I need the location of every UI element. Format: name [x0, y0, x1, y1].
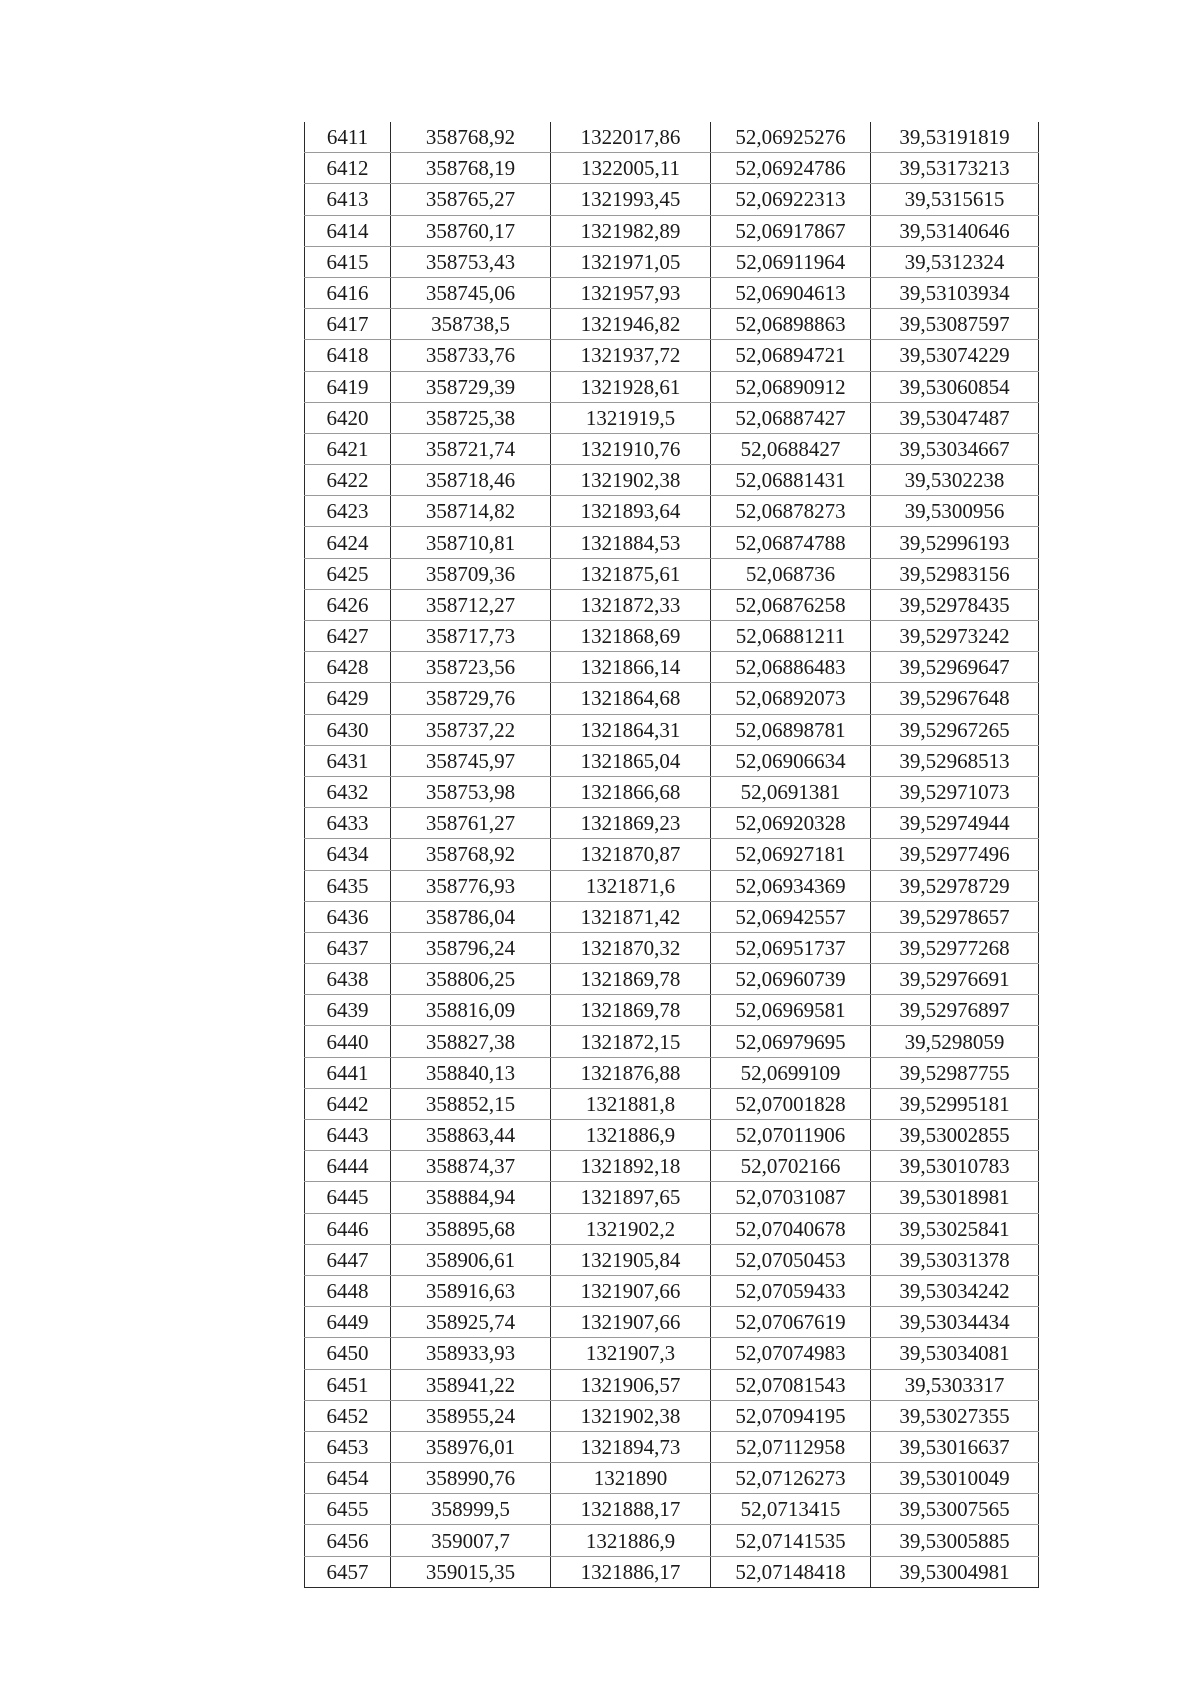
cell-coord-x: 358745,97 [391, 745, 551, 776]
table-row [305, 870, 1039, 901]
cell-point-number: 6431 [305, 745, 391, 776]
cell-point-number: 6444 [305, 1151, 391, 1182]
cell-coord-y: 1321884,53 [551, 527, 711, 558]
cell-longitude: 39,53031378 [871, 1244, 1039, 1275]
cell-point-number: 6456 [305, 1525, 391, 1556]
cell-coord-y: 1321957,93 [551, 277, 711, 308]
cell-longitude: 39,52967265 [871, 714, 1039, 745]
cell-longitude: 39,52995181 [871, 1088, 1039, 1119]
cell-coord-x: 358863,44 [391, 1120, 551, 1151]
cell-longitude: 39,53027355 [871, 1400, 1039, 1431]
cell-coord-y: 1321869,23 [551, 808, 711, 839]
cell-point-number: 6438 [305, 964, 391, 995]
cell-longitude: 39,52977268 [871, 932, 1039, 963]
table-row [305, 433, 1039, 464]
table-row [305, 964, 1039, 995]
table-row [305, 1400, 1039, 1431]
table-row [305, 589, 1039, 620]
cell-longitude: 39,52973242 [871, 621, 1039, 652]
cell-coord-y: 1321928,61 [551, 371, 711, 402]
table-row [305, 1525, 1039, 1556]
cell-latitude: 52,0699109 [711, 1057, 871, 1088]
cell-coord-y: 1321865,04 [551, 745, 711, 776]
cell-latitude: 52,07001828 [711, 1088, 871, 1119]
table-row [305, 1213, 1039, 1244]
cell-longitude: 39,53005885 [871, 1525, 1039, 1556]
cell-coord-y: 1321870,32 [551, 932, 711, 963]
cell-latitude: 52,06920328 [711, 808, 871, 839]
cell-longitude: 39,52968513 [871, 745, 1039, 776]
cell-longitude: 39,52969647 [871, 652, 1039, 683]
cell-longitude: 39,52978729 [871, 870, 1039, 901]
cell-point-number: 6416 [305, 277, 391, 308]
cell-latitude: 52,07074983 [711, 1338, 871, 1369]
cell-point-number: 6441 [305, 1057, 391, 1088]
cell-longitude: 39,53191819 [871, 122, 1039, 153]
cell-longitude: 39,52971073 [871, 776, 1039, 807]
cell-coord-y: 1321892,18 [551, 1151, 711, 1182]
coordinates-table [304, 122, 1039, 1588]
table-row [305, 1494, 1039, 1525]
cell-coord-y: 1321937,72 [551, 340, 711, 371]
cell-longitude: 39,52977496 [871, 839, 1039, 870]
cell-longitude: 39,53002855 [871, 1120, 1039, 1151]
cell-point-number: 6420 [305, 402, 391, 433]
cell-coord-x: 358976,01 [391, 1431, 551, 1462]
cell-longitude: 39,52987755 [871, 1057, 1039, 1088]
cell-latitude: 52,07094195 [711, 1400, 871, 1431]
cell-coord-y: 1321872,15 [551, 1026, 711, 1057]
cell-coord-x: 358895,68 [391, 1213, 551, 1244]
cell-latitude: 52,06927181 [711, 839, 871, 870]
table-row [305, 1088, 1039, 1119]
cell-longitude: 39,53025841 [871, 1213, 1039, 1244]
cell-point-number: 6442 [305, 1088, 391, 1119]
cell-coord-y: 1321866,68 [551, 776, 711, 807]
cell-coord-y: 1321868,69 [551, 621, 711, 652]
cell-coord-y: 1321881,8 [551, 1088, 711, 1119]
table-row [305, 371, 1039, 402]
cell-coord-y: 1321888,17 [551, 1494, 711, 1525]
cell-coord-y: 1321886,9 [551, 1525, 711, 1556]
cell-coord-x: 358753,43 [391, 246, 551, 277]
cell-longitude: 39,53140646 [871, 215, 1039, 246]
cell-coord-y: 1321910,76 [551, 433, 711, 464]
cell-latitude: 52,06960739 [711, 964, 871, 995]
cell-latitude: 52,07112958 [711, 1431, 871, 1462]
cell-longitude: 39,52974944 [871, 808, 1039, 839]
cell-latitude: 52,07011906 [711, 1120, 871, 1151]
table-row [305, 1338, 1039, 1369]
cell-longitude: 39,53010783 [871, 1151, 1039, 1182]
cell-coord-x: 358738,5 [391, 309, 551, 340]
cell-coord-x: 358725,38 [391, 402, 551, 433]
cell-latitude: 52,0688427 [711, 433, 871, 464]
cell-latitude: 52,06876258 [711, 589, 871, 620]
cell-coord-x: 358723,56 [391, 652, 551, 683]
cell-latitude: 52,07148418 [711, 1556, 871, 1587]
cell-latitude: 52,06890912 [711, 371, 871, 402]
cell-longitude: 39,53173213 [871, 153, 1039, 184]
cell-coord-y: 1321876,88 [551, 1057, 711, 1088]
cell-latitude: 52,06942557 [711, 901, 871, 932]
cell-coord-y: 1321864,68 [551, 683, 711, 714]
cell-longitude: 39,53034242 [871, 1275, 1039, 1306]
cell-point-number: 6445 [305, 1182, 391, 1213]
cell-coord-x: 358999,5 [391, 1494, 551, 1525]
cell-latitude: 52,06894721 [711, 340, 871, 371]
cell-coord-x: 358816,09 [391, 995, 551, 1026]
cell-coord-x: 358709,36 [391, 558, 551, 589]
cell-point-number: 6448 [305, 1275, 391, 1306]
cell-point-number: 6437 [305, 932, 391, 963]
cell-coord-x: 358933,93 [391, 1338, 551, 1369]
cell-latitude: 52,07067619 [711, 1307, 871, 1338]
cell-point-number: 6428 [305, 652, 391, 683]
cell-coord-x: 358906,61 [391, 1244, 551, 1275]
cell-latitude: 52,07031087 [711, 1182, 871, 1213]
cell-coord-x: 358710,81 [391, 527, 551, 558]
cell-latitude: 52,068736 [711, 558, 871, 589]
table-row [305, 1307, 1039, 1338]
cell-point-number: 6419 [305, 371, 391, 402]
table-row [305, 527, 1039, 558]
table-row [305, 1182, 1039, 1213]
cell-latitude: 52,07081543 [711, 1369, 871, 1400]
cell-point-number: 6421 [305, 433, 391, 464]
cell-latitude: 52,06911964 [711, 246, 871, 277]
cell-latitude: 52,06934369 [711, 870, 871, 901]
cell-coord-y: 1321872,33 [551, 589, 711, 620]
cell-coord-y: 1321875,61 [551, 558, 711, 589]
cell-coord-y: 1321993,45 [551, 184, 711, 215]
cell-coord-x: 358760,17 [391, 215, 551, 246]
cell-longitude: 39,53010049 [871, 1463, 1039, 1494]
cell-coord-x: 358941,22 [391, 1369, 551, 1400]
cell-longitude: 39,52976897 [871, 995, 1039, 1026]
cell-coord-y: 1321905,84 [551, 1244, 711, 1275]
cell-coord-x: 359015,35 [391, 1556, 551, 1587]
cell-coord-x: 358712,27 [391, 589, 551, 620]
cell-point-number: 6433 [305, 808, 391, 839]
cell-longitude: 39,5300956 [871, 496, 1039, 527]
cell-latitude: 52,06898781 [711, 714, 871, 745]
cell-point-number: 6435 [305, 870, 391, 901]
cell-coord-x: 358768,92 [391, 122, 551, 153]
cell-coord-y: 1321971,05 [551, 246, 711, 277]
cell-coord-y: 1321890 [551, 1463, 711, 1494]
cell-longitude: 39,5312324 [871, 246, 1039, 277]
cell-point-number: 6457 [305, 1556, 391, 1587]
cell-coord-y: 1321864,31 [551, 714, 711, 745]
cell-coord-y: 1321897,65 [551, 1182, 711, 1213]
table-row [305, 1431, 1039, 1462]
table-row [305, 714, 1039, 745]
cell-coord-x: 358765,27 [391, 184, 551, 215]
cell-point-number: 6451 [305, 1369, 391, 1400]
cell-latitude: 52,06922313 [711, 184, 871, 215]
cell-coord-y: 1321902,38 [551, 1400, 711, 1431]
cell-longitude: 39,53004981 [871, 1556, 1039, 1587]
table-row [305, 153, 1039, 184]
cell-latitude: 52,06969581 [711, 995, 871, 1026]
cell-coord-y: 1321907,3 [551, 1338, 711, 1369]
cell-latitude: 52,0713415 [711, 1494, 871, 1525]
table-row [305, 246, 1039, 277]
cell-coord-x: 358733,76 [391, 340, 551, 371]
table-row [305, 1244, 1039, 1275]
cell-coord-y: 1321870,87 [551, 839, 711, 870]
cell-point-number: 6447 [305, 1244, 391, 1275]
cell-coord-x: 358761,27 [391, 808, 551, 839]
cell-point-number: 6439 [305, 995, 391, 1026]
cell-coord-x: 358916,63 [391, 1275, 551, 1306]
cell-point-number: 6418 [305, 340, 391, 371]
cell-longitude: 39,52978435 [871, 589, 1039, 620]
cell-coord-y: 1321894,73 [551, 1431, 711, 1462]
cell-point-number: 6423 [305, 496, 391, 527]
cell-coord-y: 1321902,2 [551, 1213, 711, 1244]
cell-coord-x: 358786,04 [391, 901, 551, 932]
cell-point-number: 6422 [305, 465, 391, 496]
cell-point-number: 6415 [305, 246, 391, 277]
cell-latitude: 52,06886483 [711, 652, 871, 683]
cell-point-number: 6452 [305, 1400, 391, 1431]
cell-longitude: 39,53018981 [871, 1182, 1039, 1213]
cell-coord-y: 1321869,78 [551, 964, 711, 995]
cell-latitude: 52,06878273 [711, 496, 871, 527]
cell-latitude: 52,06892073 [711, 683, 871, 714]
table-row [305, 122, 1039, 153]
cell-latitude: 52,06925276 [711, 122, 871, 153]
table-row [305, 1275, 1039, 1306]
table-row [305, 932, 1039, 963]
cell-coord-y: 1321902,38 [551, 465, 711, 496]
cell-latitude: 52,0691381 [711, 776, 871, 807]
cell-coord-x: 358840,13 [391, 1057, 551, 1088]
cell-longitude: 39,5315615 [871, 184, 1039, 215]
cell-point-number: 6443 [305, 1120, 391, 1151]
cell-point-number: 6449 [305, 1307, 391, 1338]
table-row [305, 839, 1039, 870]
table-row [305, 558, 1039, 589]
cell-point-number: 6426 [305, 589, 391, 620]
table-row [305, 215, 1039, 246]
table-row [305, 1463, 1039, 1494]
cell-latitude: 52,06887427 [711, 402, 871, 433]
cell-longitude: 39,53034081 [871, 1338, 1039, 1369]
cell-longitude: 39,53016637 [871, 1431, 1039, 1462]
cell-latitude: 52,06924786 [711, 153, 871, 184]
table-row [305, 995, 1039, 1026]
cell-latitude: 52,06951737 [711, 932, 871, 963]
table-row [305, 1151, 1039, 1182]
cell-coord-x: 358796,24 [391, 932, 551, 963]
table-row [305, 465, 1039, 496]
cell-latitude: 52,06881431 [711, 465, 871, 496]
cell-longitude: 39,5303317 [871, 1369, 1039, 1400]
cell-coord-y: 1321907,66 [551, 1275, 711, 1306]
cell-coord-y: 1321919,5 [551, 402, 711, 433]
cell-latitude: 52,06979695 [711, 1026, 871, 1057]
cell-coord-x: 358729,39 [391, 371, 551, 402]
cell-coord-x: 358717,73 [391, 621, 551, 652]
table-row [305, 652, 1039, 683]
cell-coord-x: 358874,37 [391, 1151, 551, 1182]
cell-coord-y: 1321886,9 [551, 1120, 711, 1151]
table-row [305, 776, 1039, 807]
cell-coord-x: 358753,98 [391, 776, 551, 807]
cell-longitude: 39,52978657 [871, 901, 1039, 932]
cell-coord-y: 1321866,14 [551, 652, 711, 683]
cell-coord-x: 358718,46 [391, 465, 551, 496]
cell-coord-x: 358768,19 [391, 153, 551, 184]
cell-longitude: 39,53034667 [871, 433, 1039, 464]
cell-coord-x: 358768,92 [391, 839, 551, 870]
cell-coord-x: 358990,76 [391, 1463, 551, 1494]
table-row [305, 309, 1039, 340]
cell-point-number: 6455 [305, 1494, 391, 1525]
cell-point-number: 6413 [305, 184, 391, 215]
cell-coord-x: 358745,06 [391, 277, 551, 308]
cell-latitude: 52,06904613 [711, 277, 871, 308]
cell-point-number: 6429 [305, 683, 391, 714]
cell-point-number: 6434 [305, 839, 391, 870]
table-row [305, 1369, 1039, 1400]
cell-coord-x: 358827,38 [391, 1026, 551, 1057]
cell-point-number: 6453 [305, 1431, 391, 1462]
cell-coord-y: 1321886,17 [551, 1556, 711, 1587]
cell-coord-y: 1321871,42 [551, 901, 711, 932]
cell-coord-y: 1321907,66 [551, 1307, 711, 1338]
cell-longitude: 39,5302238 [871, 465, 1039, 496]
cell-latitude: 52,0702166 [711, 1151, 871, 1182]
table-row [305, 1026, 1039, 1057]
cell-coord-y: 1322005,11 [551, 153, 711, 184]
cell-coord-x: 358721,74 [391, 433, 551, 464]
cell-point-number: 6417 [305, 309, 391, 340]
table-row [305, 1057, 1039, 1088]
cell-latitude: 52,07126273 [711, 1463, 871, 1494]
cell-latitude: 52,06898863 [711, 309, 871, 340]
cell-coord-x: 358852,15 [391, 1088, 551, 1119]
cell-latitude: 52,06881211 [711, 621, 871, 652]
cell-coord-y: 1321982,89 [551, 215, 711, 246]
cell-coord-x: 358955,24 [391, 1400, 551, 1431]
cell-point-number: 6411 [305, 122, 391, 153]
cell-point-number: 6414 [305, 215, 391, 246]
cell-coord-x: 359007,7 [391, 1525, 551, 1556]
cell-coord-x: 358714,82 [391, 496, 551, 527]
cell-point-number: 6412 [305, 153, 391, 184]
cell-point-number: 6427 [305, 621, 391, 652]
table-row [305, 808, 1039, 839]
cell-point-number: 6446 [305, 1213, 391, 1244]
cell-longitude: 39,52976691 [871, 964, 1039, 995]
cell-point-number: 6424 [305, 527, 391, 558]
cell-longitude: 39,52967648 [871, 683, 1039, 714]
cell-longitude: 39,53047487 [871, 402, 1039, 433]
cell-point-number: 6450 [305, 1338, 391, 1369]
cell-coord-y: 1321893,64 [551, 496, 711, 527]
cell-longitude: 39,52996193 [871, 527, 1039, 558]
cell-point-number: 6454 [305, 1463, 391, 1494]
cell-coord-y: 1321906,57 [551, 1369, 711, 1400]
coordinates-table-body [305, 122, 1039, 1587]
cell-coord-y: 1321869,78 [551, 995, 711, 1026]
cell-latitude: 52,06917867 [711, 215, 871, 246]
table-row [305, 1556, 1039, 1587]
cell-coord-x: 358729,76 [391, 683, 551, 714]
cell-coord-x: 358737,22 [391, 714, 551, 745]
cell-latitude: 52,06906634 [711, 745, 871, 776]
cell-latitude: 52,07059433 [711, 1275, 871, 1306]
table-row [305, 745, 1039, 776]
cell-longitude: 39,5298059 [871, 1026, 1039, 1057]
cell-longitude: 39,53007565 [871, 1494, 1039, 1525]
table-row [305, 496, 1039, 527]
cell-longitude: 39,53103934 [871, 277, 1039, 308]
cell-coord-y: 1321871,6 [551, 870, 711, 901]
cell-coord-y: 1322017,86 [551, 122, 711, 153]
cell-point-number: 6432 [305, 776, 391, 807]
cell-longitude: 39,53074229 [871, 340, 1039, 371]
cell-point-number: 6425 [305, 558, 391, 589]
cell-coord-x: 358776,93 [391, 870, 551, 901]
cell-longitude: 39,53034434 [871, 1307, 1039, 1338]
table-row [305, 683, 1039, 714]
table-row [305, 901, 1039, 932]
cell-longitude: 39,53087597 [871, 309, 1039, 340]
table-row [305, 402, 1039, 433]
cell-coord-y: 1321946,82 [551, 309, 711, 340]
cell-point-number: 6440 [305, 1026, 391, 1057]
cell-longitude: 39,52983156 [871, 558, 1039, 589]
cell-latitude: 52,07141535 [711, 1525, 871, 1556]
cell-coord-x: 358806,25 [391, 964, 551, 995]
table-row [305, 621, 1039, 652]
table-row [305, 1120, 1039, 1151]
table-row [305, 340, 1039, 371]
table-row [305, 277, 1039, 308]
table-row [305, 184, 1039, 215]
cell-latitude: 52,06874788 [711, 527, 871, 558]
cell-point-number: 6430 [305, 714, 391, 745]
cell-coord-x: 358884,94 [391, 1182, 551, 1213]
cell-latitude: 52,07040678 [711, 1213, 871, 1244]
cell-longitude: 39,53060854 [871, 371, 1039, 402]
cell-point-number: 6436 [305, 901, 391, 932]
cell-latitude: 52,07050453 [711, 1244, 871, 1275]
cell-coord-x: 358925,74 [391, 1307, 551, 1338]
